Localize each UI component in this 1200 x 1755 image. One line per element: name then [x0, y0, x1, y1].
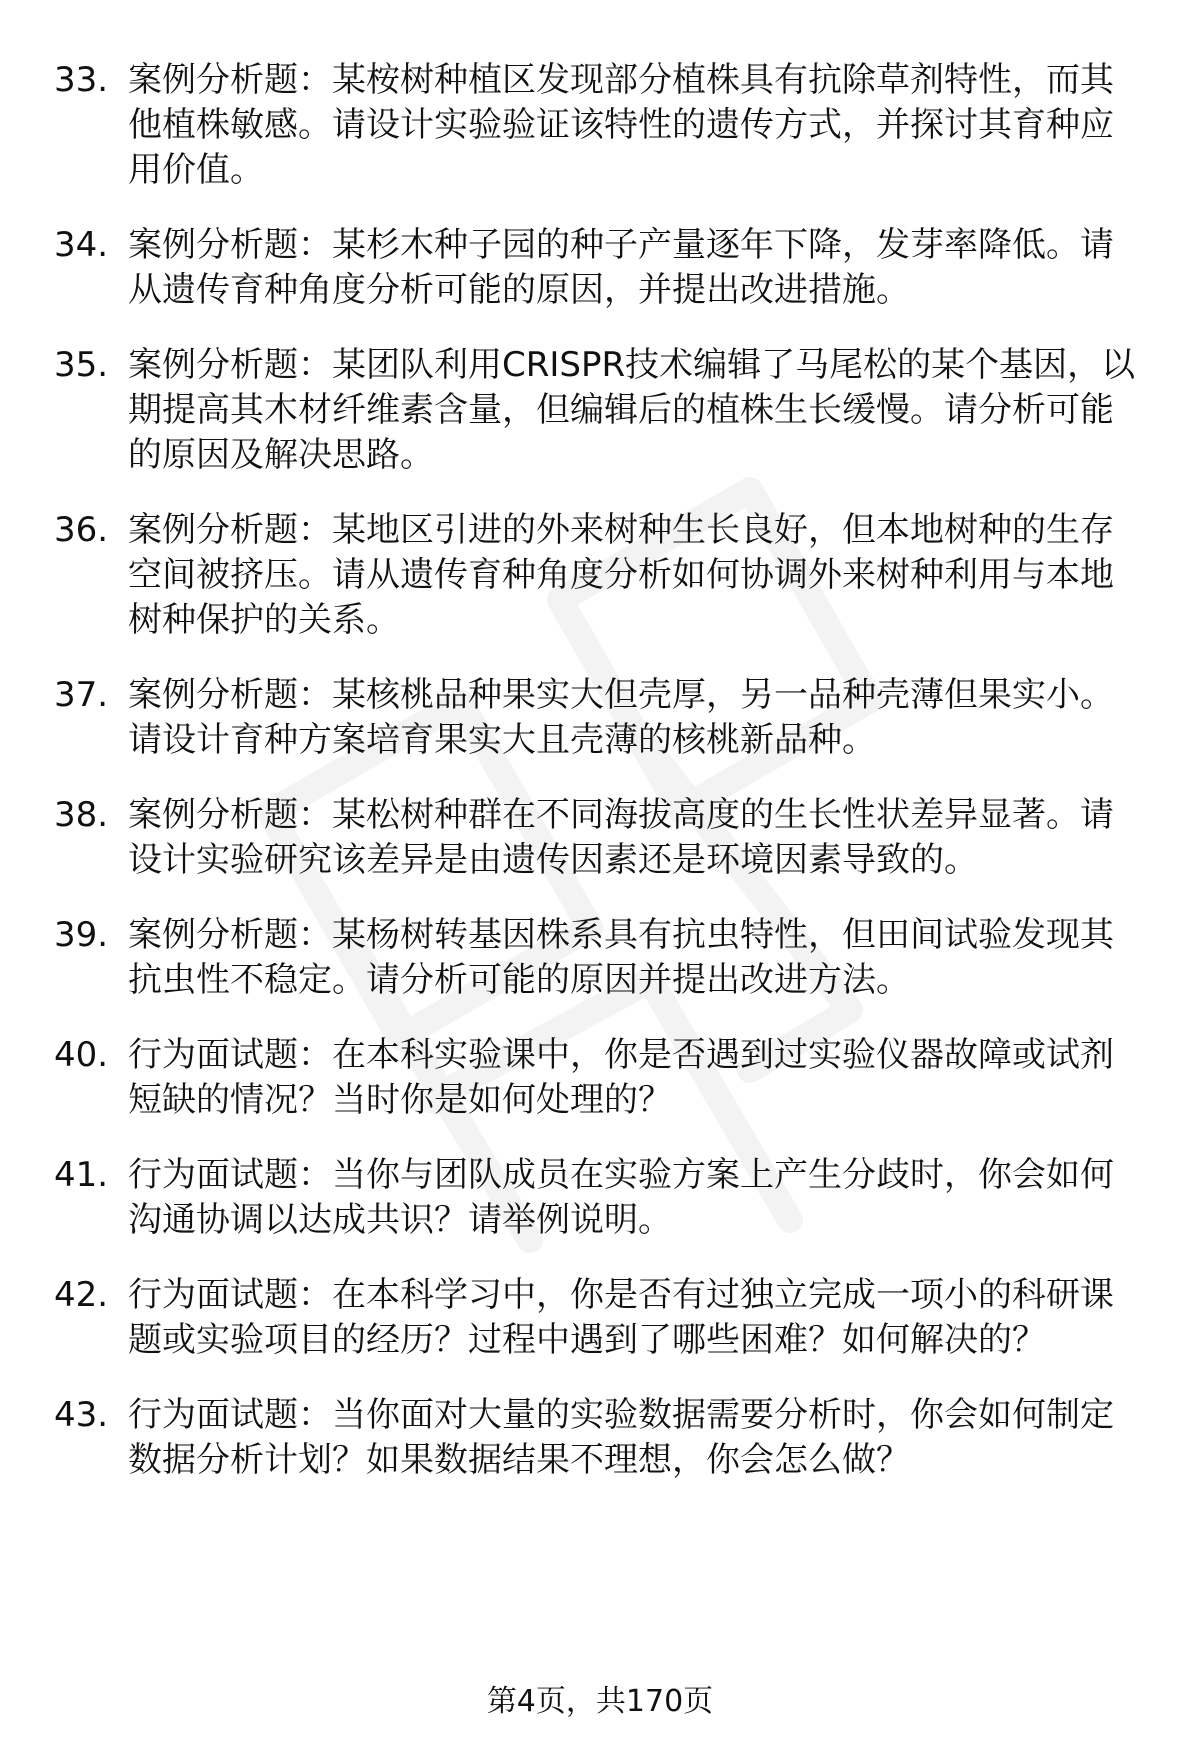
question-number: 39.	[54, 915, 109, 955]
question-number: 34.	[54, 225, 109, 265]
question-number: 38.	[54, 795, 109, 835]
question-text: 行为面试题：在本科学习中，你是否有过独立完成一项小的科研课题或实验项目的经历？过程中遇到了哪些困难？如何解决的？	[128, 1275, 1114, 1360]
question-item	[0, 673, 1200, 763]
question-number: 37.	[54, 675, 109, 715]
question-text: 案例分析题：某桉树种植区发现部分植株具有抗除草剂特性，而其他植株敏感。请设计实验验证该特性的遗传方式，并探讨其育种应用价值。	[128, 60, 1114, 190]
question-number: 33.	[54, 60, 109, 100]
question-item	[0, 223, 1200, 313]
question-text: 行为面试题：在本科实验课中，你是否遇到过实验仪器故障或试剂短缺的情况？当时你是如何处理的？	[128, 1035, 1114, 1120]
question-item	[0, 508, 1200, 643]
question-item	[0, 58, 1200, 193]
question-text: 案例分析题：某松树种群在不同海拔高度的生长性状差异显著。请设计实验研究该差异是由遗传因素还是环境因素导致的。	[128, 795, 1114, 880]
question-number: 42.	[54, 1275, 109, 1315]
question-item	[0, 343, 1200, 478]
question-text: 案例分析题：某团队利用CRISPR技术编辑了马尾松的某个基因，以期提高其木材纤维素含量，但编辑后的植株生长缓慢。请分析可能的原因及解决思路。	[128, 345, 1136, 475]
question-item	[0, 1153, 1200, 1243]
question-number: 43.	[54, 1395, 109, 1435]
question-item	[0, 913, 1200, 1003]
question-text: 案例分析题：某地区引进的外来树种生长良好，但本地树种的生存空间被挤压。请从遗传育种角度分析如何协调外来树种利用与本地树种保护的关系。	[128, 510, 1114, 640]
question-list	[0, 58, 1200, 1513]
question-number: 41.	[54, 1155, 109, 1195]
question-text: 行为面试题：当你与团队成员在实验方案上产生分歧时，你会如何沟通协调以达成共识？请举例说明。	[128, 1155, 1114, 1240]
question-number: 36.	[54, 510, 109, 550]
question-text: 案例分析题：某核桃品种果实大但壳厚，另一品种壳薄但果实小。请设计育种方案培育果实大且壳薄的核桃新品种。	[128, 675, 1114, 760]
question-text: 案例分析题：某杉木种子园的种子产量逐年下降，发芽率降低。请从遗传育种角度分析可能的原因，并提出改进措施。	[128, 225, 1114, 310]
question-text: 行为面试题：当你面对大量的实验数据需要分析时，你会如何制定数据分析计划？如果数据结果不理想，你会怎么做？	[128, 1395, 1114, 1480]
question-item	[0, 793, 1200, 883]
question-text: 案例分析题：某杨树转基因株系具有抗虫特性，但田间试验发现其抗虫性不稳定。请分析可能的原因并提出改进方法。	[128, 915, 1114, 1000]
question-number: 35.	[54, 345, 109, 385]
question-item	[0, 1033, 1200, 1123]
question-item	[0, 1393, 1200, 1483]
page-number-footer: 第4页，共170页	[486, 1684, 714, 1719]
question-item	[0, 1273, 1200, 1363]
question-number: 40.	[54, 1035, 109, 1075]
